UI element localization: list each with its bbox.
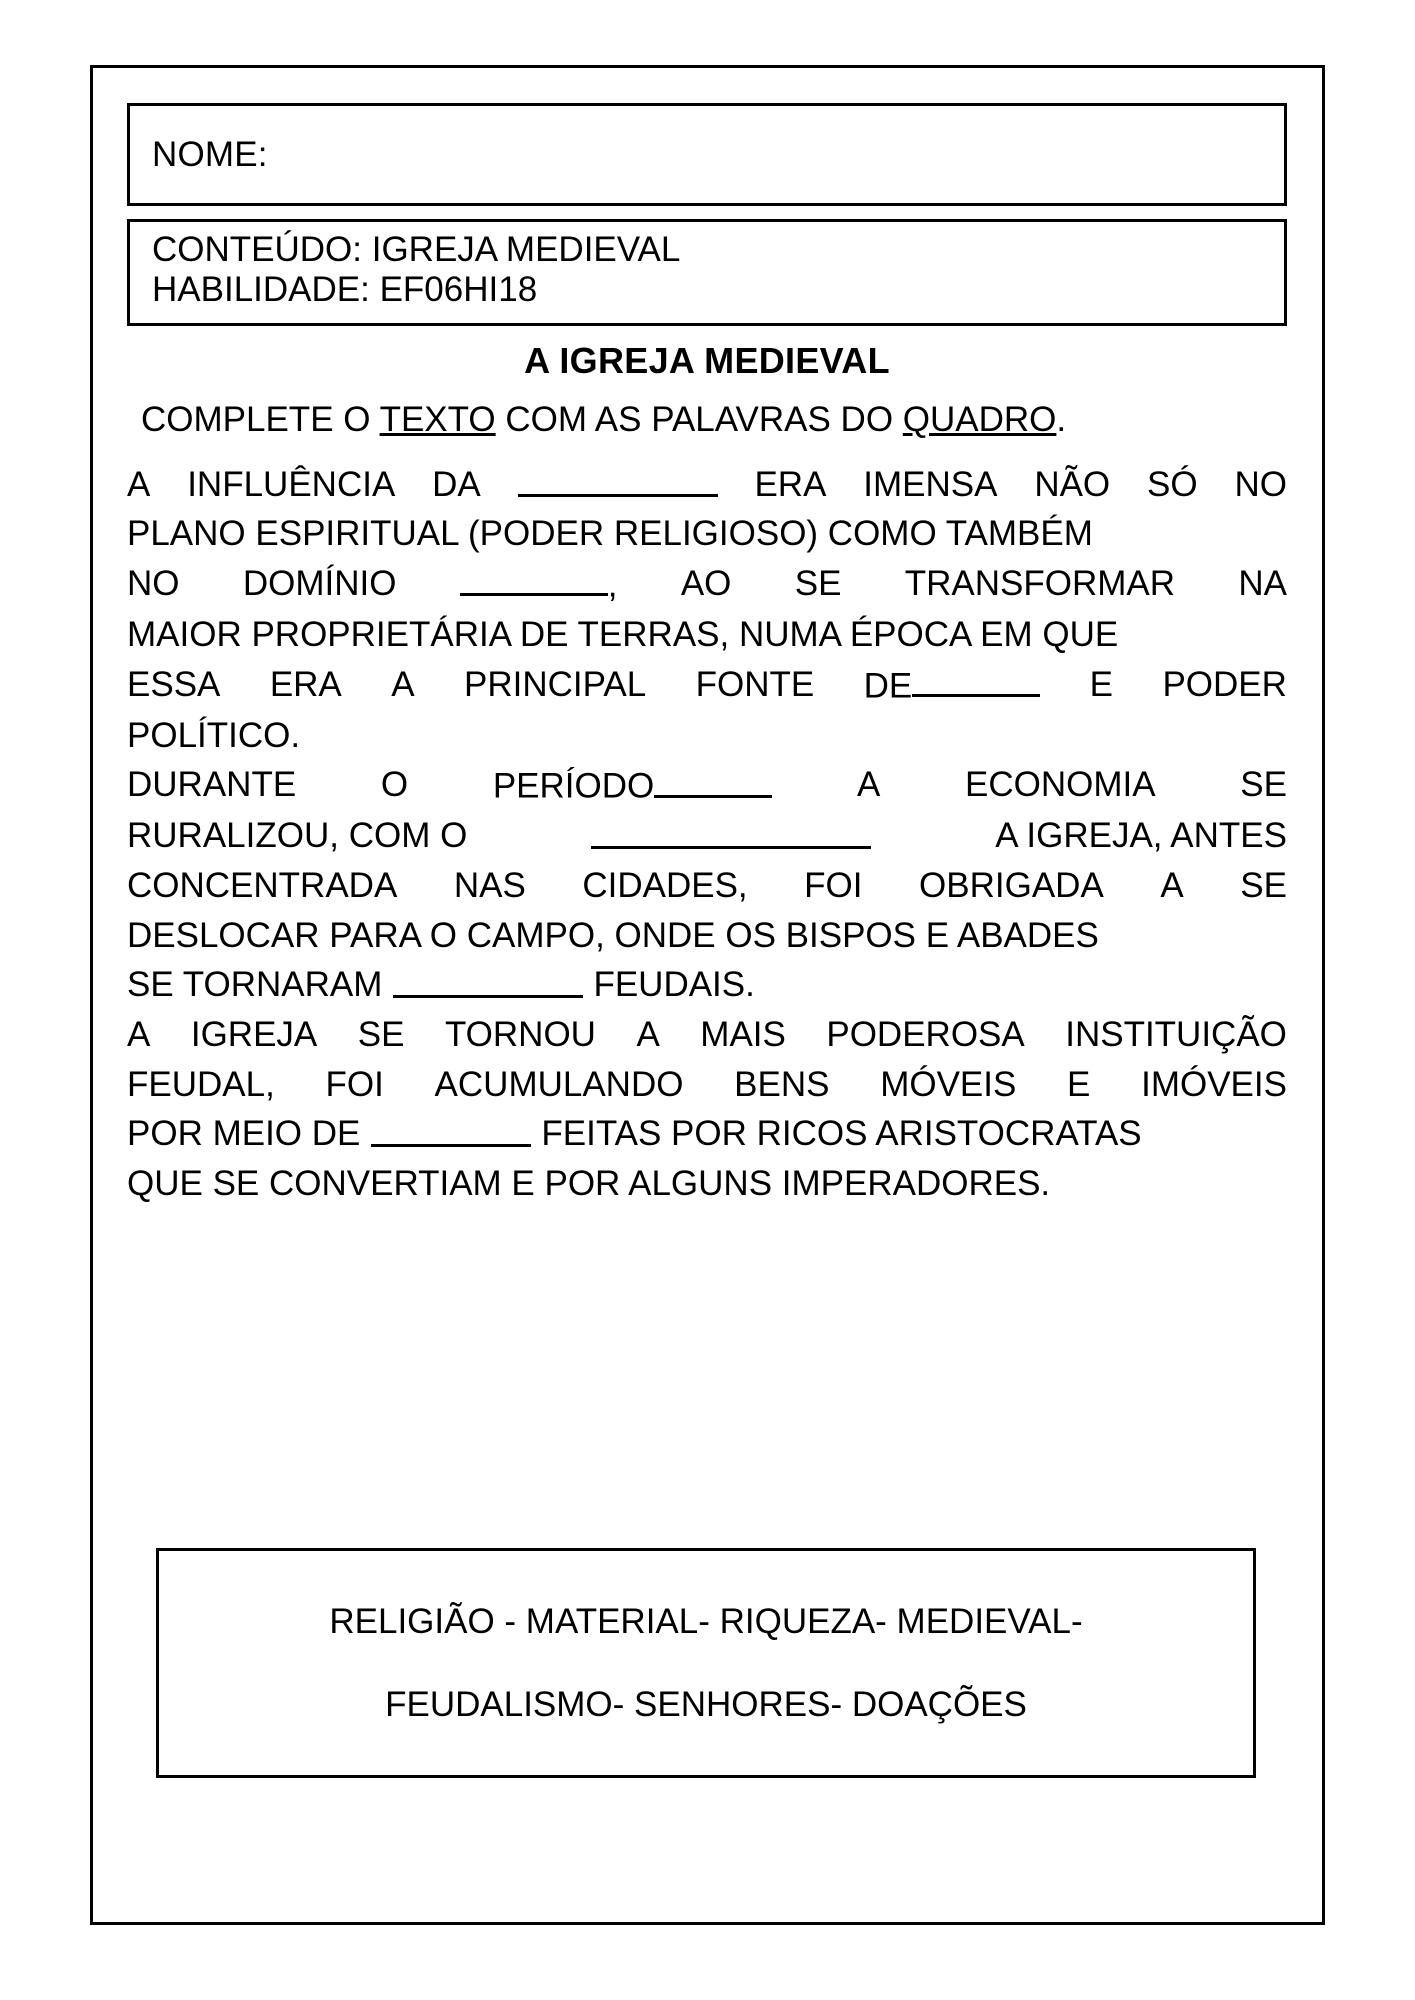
answer-blank[interactable] <box>591 811 871 848</box>
word: MÓVEIS <box>880 1064 1017 1104</box>
line-text: MAIOR PROPRIETÁRIA DE TERRAS, NUMA ÉPOCA EM QUE <box>127 614 1119 654</box>
answer-blank[interactable] <box>518 460 718 497</box>
instruction-keyword-texto: TEXTO <box>379 399 496 439</box>
word: ERA <box>754 464 827 504</box>
word: MAIS <box>700 1014 786 1054</box>
text-line <box>127 960 1287 1010</box>
word: DOMÍNIO <box>242 563 397 603</box>
word: A <box>636 1014 660 1054</box>
answer-blank[interactable] <box>912 660 1040 697</box>
line-text: DESLOCAR PARA O CAMPO, ONDE OS BISPOS E ABADES <box>127 915 1099 955</box>
paragraph-1 <box>127 460 1287 761</box>
skill-line: HABILIDADE: EF06HI18 <box>152 270 538 310</box>
word: IMENSA <box>863 464 998 504</box>
instruction-line <box>127 400 1287 440</box>
word-bank-line-2: FEUDALISMO- SENHORES- DOAÇÕES <box>385 1685 1027 1724</box>
word: E <box>1089 664 1114 704</box>
blank-with-comma <box>460 559 618 610</box>
worksheet-body <box>127 460 1287 1209</box>
word: DA <box>432 464 481 504</box>
word: PODER <box>1162 664 1287 704</box>
instruction-pre: COMPLETE O <box>141 399 380 439</box>
word: A <box>127 1014 151 1054</box>
word: INFLUÊNCIA <box>187 464 396 504</box>
text-line <box>127 1010 1287 1060</box>
metadata-box <box>127 219 1287 326</box>
answer-blank[interactable] <box>371 1109 531 1146</box>
text-line <box>127 1109 1287 1159</box>
word: NO <box>127 563 180 603</box>
word: A <box>127 464 151 504</box>
word: SE <box>1240 765 1287 805</box>
word: CONCENTRADA <box>127 865 398 905</box>
text-line <box>127 760 1287 811</box>
line-text: SE TORNARAM <box>127 965 383 1005</box>
text-line <box>127 811 1287 861</box>
word: E <box>1067 1064 1091 1104</box>
text-line <box>127 660 1287 711</box>
answer-blank[interactable] <box>460 559 608 596</box>
word: ACUMULANDO <box>434 1064 684 1104</box>
line-text: QUE SE CONVERTIAM E POR ALGUNS IMPERADORES. <box>127 1164 1051 1204</box>
text-line <box>127 509 1287 559</box>
word: OBRIGADA <box>919 865 1104 905</box>
word: SÓ <box>1147 464 1198 504</box>
word: FOI <box>325 1064 384 1104</box>
content-line: CONTEÚDO: IGREJA MEDIEVAL <box>152 230 681 269</box>
word: SE <box>794 563 842 603</box>
word: A <box>856 765 881 805</box>
word: INSTITUIÇÃO <box>1065 1014 1287 1054</box>
word: A <box>1160 865 1184 905</box>
instruction-keyword-quadro: QUADRO <box>902 399 1057 439</box>
instruction-mid: COM AS PALAVRAS DO <box>495 399 903 439</box>
word: ECONOMIA <box>965 765 1156 805</box>
name-label: NOME: <box>152 134 268 174</box>
page-title: A IGREJA MEDIEVAL <box>524 339 890 381</box>
text-line <box>127 559 1287 610</box>
line-text: FEITAS POR RICOS ARISTOCRATAS <box>541 1114 1142 1154</box>
text-line <box>127 460 1287 510</box>
text-line <box>127 911 1287 961</box>
word: PERÍODO <box>492 766 655 806</box>
line-text: A IGREJA, ANTES <box>995 816 1287 856</box>
worksheet-content <box>127 103 1287 1209</box>
word-bank-box <box>156 1548 1256 1778</box>
word: DURANTE <box>127 765 297 805</box>
text-line <box>127 711 1287 761</box>
text-line <box>127 861 1287 911</box>
punctuation: , <box>607 565 618 605</box>
line-text: RURALIZOU, COM O <box>127 816 468 856</box>
word: NO <box>1234 464 1287 504</box>
word: NÃO <box>1034 464 1111 504</box>
word: NA <box>1238 563 1287 603</box>
word-bank-line-1: RELIGIÃO - MATERIAL- RIQUEZA- MEDIEVAL- <box>329 1602 1083 1641</box>
word: A <box>391 664 415 704</box>
answer-blank[interactable] <box>654 760 772 797</box>
word: IMÓVEIS <box>1141 1064 1287 1104</box>
paragraph-2 <box>127 760 1287 1010</box>
text-line <box>127 610 1287 660</box>
word: PODEROSA <box>826 1014 1025 1054</box>
instruction-post: . <box>1056 399 1067 439</box>
word: FEUDAL, <box>127 1064 275 1104</box>
word: TRANSFORMAR <box>904 563 1176 603</box>
word: FOI <box>804 865 863 905</box>
word-with-blank <box>493 760 772 811</box>
word: IGREJA <box>190 1014 318 1054</box>
answer-blank[interactable] <box>393 960 583 997</box>
line-text: FEUDAIS. <box>593 965 755 1005</box>
word: SE <box>357 1014 405 1054</box>
word: SE <box>1240 865 1287 905</box>
line-text: POLÍTICO. <box>127 715 301 755</box>
line-text: POR MEIO DE <box>127 1114 361 1154</box>
word: DE <box>863 665 913 705</box>
word: ERA <box>269 664 342 704</box>
word: O <box>380 765 409 805</box>
word: BENS <box>734 1064 830 1104</box>
word: PRINCIPAL <box>463 664 647 704</box>
paragraph-3 <box>127 1010 1287 1209</box>
word: ESSA <box>127 664 221 704</box>
word: CIDADES, <box>582 865 748 905</box>
text-line <box>127 1060 1287 1110</box>
word: FONTE <box>695 664 815 704</box>
word: NAS <box>453 865 526 905</box>
name-field-box[interactable] <box>127 103 1287 206</box>
word: AO <box>680 563 732 603</box>
word-with-blank <box>864 660 1041 711</box>
text-line <box>127 1159 1287 1209</box>
word: TORNOU <box>444 1014 596 1054</box>
line-text: PLANO ESPIRITUAL (PODER RELIGIOSO) COMO TAMBÉM <box>127 514 1093 554</box>
